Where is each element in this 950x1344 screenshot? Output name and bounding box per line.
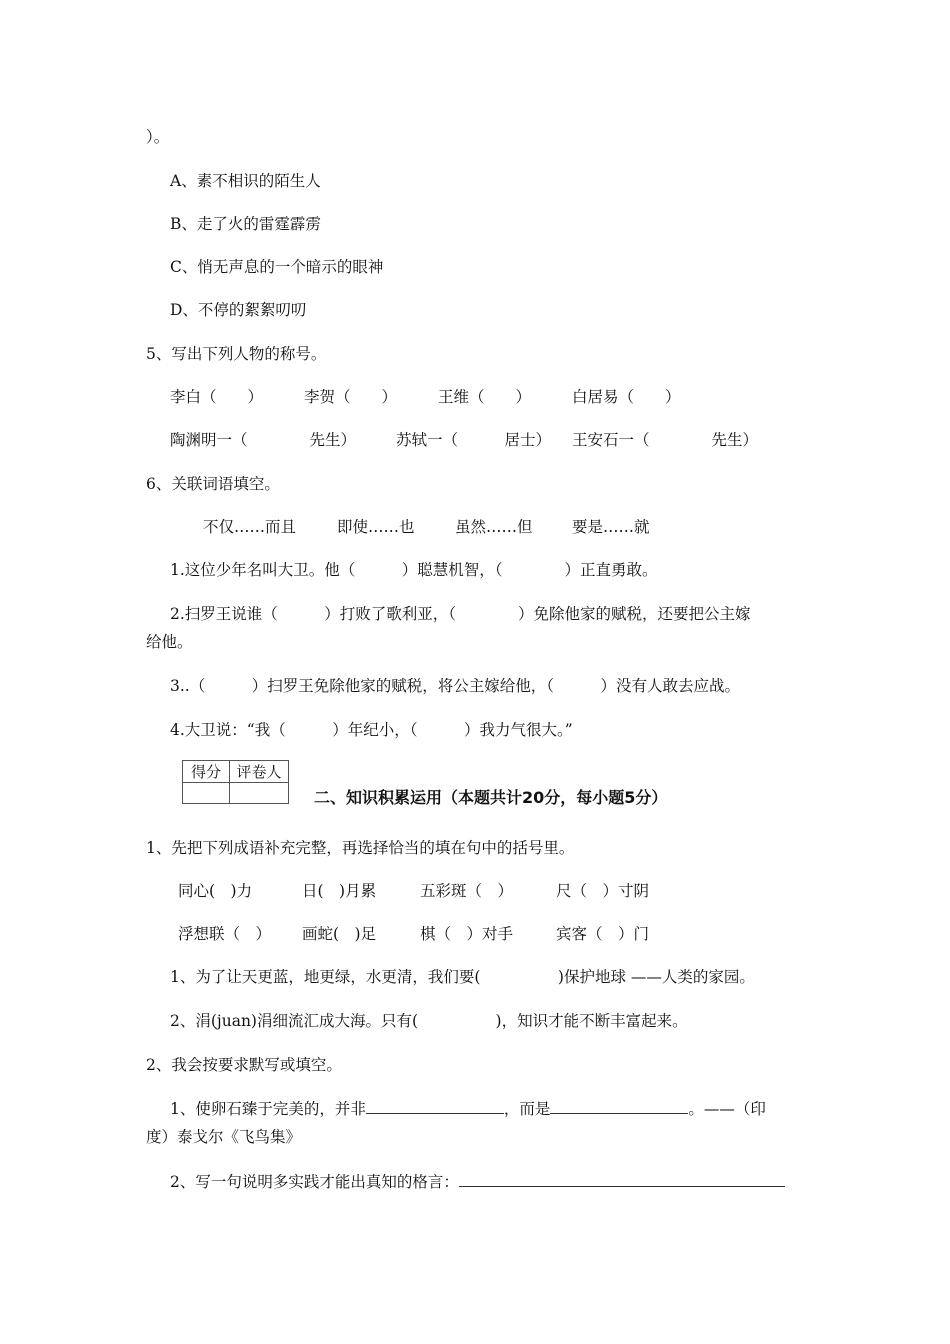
idiom-item: 日( )月累 bbox=[302, 882, 377, 900]
q4-option-d: D、不停的絮絮叨叨 bbox=[170, 301, 307, 319]
q6-sentence-2-cont: 给他。 bbox=[146, 633, 193, 651]
q6-word: 即使……也 bbox=[337, 518, 415, 536]
q6-sentence-2: 2.扫罗王说谁（ ）打败了歌利亚，（ ）免除他家的赋税，还要把公主嫁 bbox=[170, 605, 751, 623]
s2-q2-line-1 bbox=[170, 1098, 766, 1119]
q6-word: 虽然……但 bbox=[455, 518, 533, 536]
q5-title: 5、写出下列人物的称号。 bbox=[146, 345, 327, 363]
idiom-item: 宾客（ ）门 bbox=[556, 925, 650, 943]
text-segment: ，而是 bbox=[503, 1100, 551, 1118]
fill-blank[interactable] bbox=[459, 1171, 785, 1187]
idiom-item: 尺（ ）寸阴 bbox=[556, 882, 650, 900]
fill-blank[interactable] bbox=[366, 1098, 504, 1114]
idiom-item: 画蛇( )足 bbox=[302, 925, 377, 943]
q5-item: 李贺（ ） bbox=[304, 388, 398, 406]
q6-word: 不仅……而且 bbox=[203, 518, 297, 536]
s2-q2-title: 2、我会按要求默写或填空。 bbox=[146, 1056, 342, 1074]
s2-q1-sentence-2: 2、涓(juan)涓细流汇成大海。只有( )，知识才能不断丰富起来。 bbox=[170, 1012, 688, 1030]
q5-item: 苏轼一（ 居士） bbox=[396, 431, 552, 449]
idiom-item: 棋（ ）对手 bbox=[420, 925, 514, 943]
fill-blank[interactable] bbox=[550, 1098, 688, 1114]
idiom-item: 五彩斑（ ） bbox=[420, 882, 514, 900]
s2-q2-line-1-cont: 度）泰戈尔《飞鸟集》 bbox=[146, 1128, 302, 1146]
q5-item: 李白（ ） bbox=[170, 388, 264, 406]
q6-sentence-3: 3..（ ）扫罗王免除他家的赋税，将公主嫁给他，（ ）没有人敢去应战。 bbox=[170, 677, 740, 695]
q4-tail: ）。 bbox=[146, 128, 170, 146]
grader-label: 评卷人 bbox=[230, 761, 289, 783]
s2-q2-line-2 bbox=[170, 1171, 785, 1192]
s2-q1-title: 1、先把下列成语补充完整，再选择恰当的填在句中的括号里。 bbox=[146, 839, 575, 857]
grader-cell[interactable] bbox=[230, 783, 289, 804]
idiom-item: 浮想联（ ） bbox=[178, 925, 272, 943]
q6-sentence-4: 4.大卫说：“我（ ）年纪小，（ ）我力气很大。” bbox=[170, 721, 573, 739]
q4-option-c: C、悄无声息的一个暗示的眼神 bbox=[170, 258, 384, 276]
q4-option-b: B、走了火的雷霆霹雳 bbox=[170, 215, 321, 233]
q6-word: 要是……就 bbox=[572, 518, 650, 536]
q6-sentence-1: 1.这位少年名叫大卫。他（ ）聪慧机智，（ ）正直勇敢。 bbox=[170, 561, 658, 579]
q5-item: 陶渊明一（ 先生） bbox=[170, 431, 357, 449]
q4-option-a: A、素不相识的陌生人 bbox=[170, 172, 321, 190]
text-segment: 2、写一句说明多实践才能出真知的格言： bbox=[170, 1173, 459, 1191]
text-segment: 。——（印 bbox=[688, 1100, 766, 1118]
q5-item: 王安石一（ 先生） bbox=[572, 431, 759, 449]
text-segment: 1、使卵石臻于完美的，并非 bbox=[170, 1100, 366, 1118]
q6-title: 6、关联词语填空。 bbox=[146, 475, 280, 493]
score-label: 得分 bbox=[183, 761, 230, 783]
section-title: 二、知识积累运用（本题共计20分，每小题5分） bbox=[314, 788, 668, 807]
q5-item: 白居易（ ） bbox=[572, 388, 681, 406]
s2-q1-sentence-1: 1、为了让天更蓝，地更绿，水更清，我们要( )保护地球 ——人类的家园。 bbox=[170, 968, 755, 986]
score-cell[interactable] bbox=[183, 783, 230, 804]
q5-item: 王维（ ） bbox=[438, 388, 532, 406]
score-box bbox=[182, 760, 289, 804]
idiom-item: 同心( )力 bbox=[178, 882, 253, 900]
